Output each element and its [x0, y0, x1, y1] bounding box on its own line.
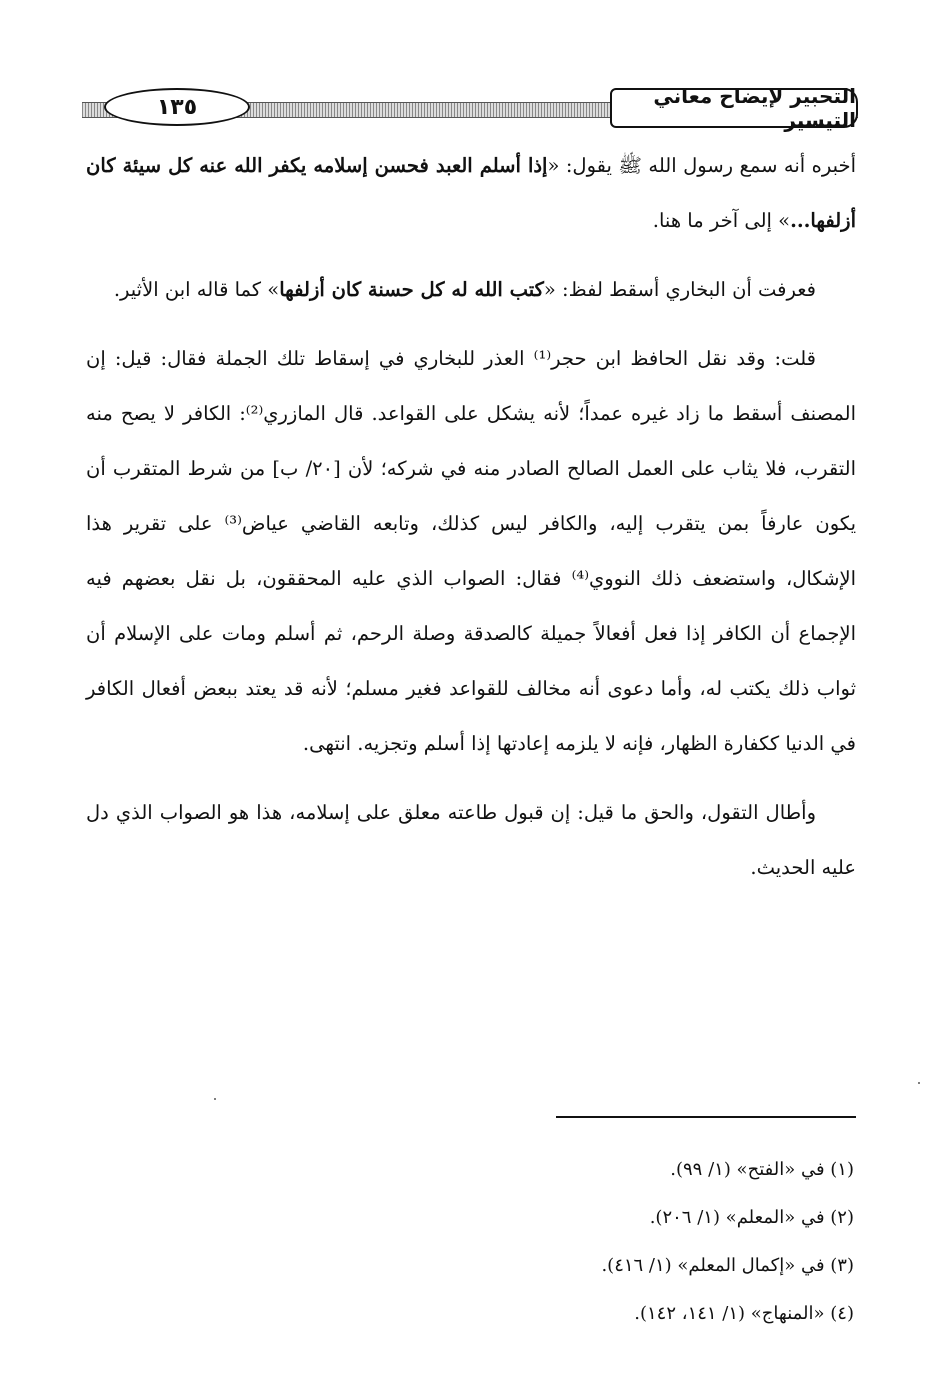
- footnote-3: (٣) في «إكمال المعلم» (١/ ٤١٦).: [601, 1255, 854, 1276]
- main-text: [86, 138, 856, 909]
- book-title: التحبير لإيضاح معاني التيسير: [610, 88, 858, 128]
- footnotes: [354, 1146, 854, 1338]
- page-number: ١٣٥: [104, 88, 250, 126]
- paragraph-1: [86, 138, 856, 248]
- footnote-4: (٤) «المنهاج» (١/ ١٤١، ١٤٢).: [634, 1303, 854, 1324]
- paragraph-2: [86, 262, 856, 317]
- paragraph-3: قلت: وقد نقل الحافظ ابن حجر⁽¹⁾ العذر للبخاري في إسقاط تلك الجملة فقال: قيل: إن المصنف أسقط ما زاد غيره عمداً؛ لأنه يشكل على القواعد. قال المازري⁽²⁾: الكافر لا يصح منه التقرب، فلا يثاب على العمل الصالح الصادر منه في شركه؛ لأن [٢٠/ ب] من شرط المتقرب أن يكون عارفاً بمن يتقرب إليه، والكافر ليس كذلك، وتابعه القاضي عياض⁽³⁾ على تقرير هذا الإشكال، واستضعف ذلك النووي⁽⁴⁾ فقال: الصواب الذي عليه المحققون، بل نقل بعضهم فيه الإجماع أن الكافر إذا فعل أفعالاً جميلة كالصدقة وصلة الرحم، ثم أسلم ومات على الإسلام أن ثواب ذلك يكتب له، وأما دعوى أنه مخالف للقواعد فغير مسلم؛ لأنه قد يعتد ببعض أفعال الكافر في الدنيا ككفارة الظهار، فإنه لا يلزمه إعادتها إذا أسلم وتجزيه. انتهى.: [86, 347, 857, 755]
- scan-speck: [214, 1098, 216, 1100]
- hadith-quote-1: إذا أسلم العبد فحسن إسلامه يكفر الله عنه كل سيئة كان أزلفها...: [86, 154, 856, 232]
- footnote-2: (٢) في «المعلم» (١/ ٢٠٦).: [649, 1207, 854, 1228]
- footnote-separator: [556, 1116, 856, 1118]
- running-header: [82, 86, 858, 134]
- footnote-1: (١) في «الفتح» (١/ ٩٩).: [670, 1159, 854, 1180]
- paragraph-2-end: » كما قاله ابن الأثير.: [113, 278, 280, 301]
- paragraph-1-intro: أخبره أنه سمع رسول الله ﷺ يقول: «: [547, 154, 856, 177]
- paragraph-2-intro: فعرفت أن البخاري أسقط لفظ: «: [543, 278, 816, 301]
- scan-speck: [918, 1082, 920, 1084]
- hadith-quote-2: كتب الله له كل حسنة كان أزلفها: [279, 278, 544, 301]
- paragraph-1-end: » إلى آخر ما هنا.: [652, 209, 791, 232]
- paragraph-4: وأطال التقول، والحق ما قيل: إن قبول طاعته معلق على إسلامه، هذا هو الصواب الذي دل عليه الحديث.: [86, 801, 856, 879]
